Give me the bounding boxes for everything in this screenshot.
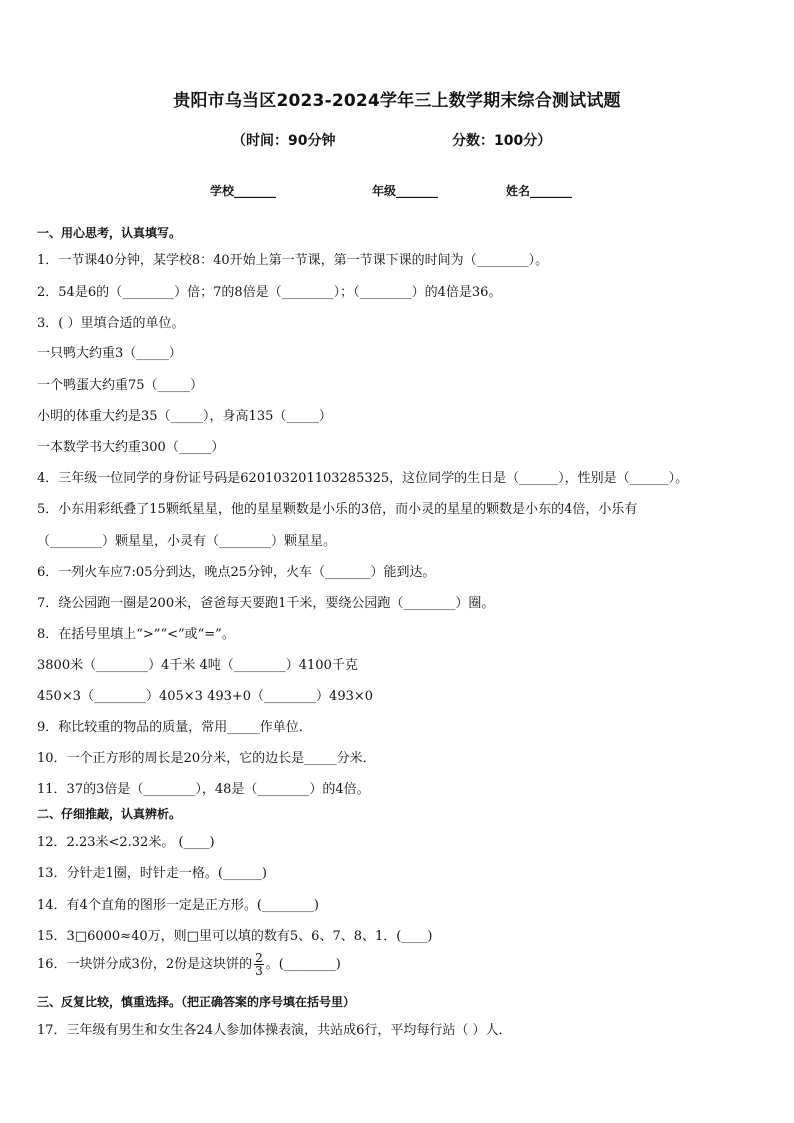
question-3-a: 一只鸭大约重3（_____） bbox=[37, 346, 182, 361]
section-heading-2: 二、仔细推敲，认真辨析。 bbox=[37, 807, 182, 821]
question-14: 14．有4个直角的图形一定是正方形。(________) bbox=[37, 898, 319, 913]
question-8-row-2: 450×3（________）405×3 493+0（________）493×0 bbox=[37, 689, 374, 704]
question-11: 11．37的3倍是（________），48是（________）的4倍。 bbox=[37, 782, 370, 797]
question-5-line-1: 5．小东用彩纸叠了15颗纸星星，他的星星颗数是小乐的3倍，而小灵的星星的颗数是小东的4倍，小乐有 bbox=[37, 502, 638, 517]
section-heading-3: 三、反复比较，慎重选择。（把正确答案的序号填在括号里） bbox=[37, 995, 356, 1009]
question-6: 6．一列火车应7:05分到达，晚点25分钟，火车（_______）能到达。 bbox=[37, 565, 436, 580]
question-5-line-2: （________）颗星星，小灵有（________）颗星星。 bbox=[37, 534, 337, 549]
question-3-d: 一本数学书大约重300（_____） bbox=[37, 440, 225, 455]
question-3-b: 一个鸭蛋大约重75（_____） bbox=[37, 378, 204, 393]
question-8-row-1: 3800米（________）4千米 4吨（________）4100千克 bbox=[37, 658, 358, 673]
school-field: 学校_______ bbox=[210, 184, 277, 198]
question-1: 1．一节课40分钟，某学校8：40开始上第一节课，第一节课下课的时间为（________）。 bbox=[37, 253, 549, 268]
question-17: 17．三年级有男生和女生各24人参加体操表演，共站成6行，平均每行站（ ）人． bbox=[37, 1023, 512, 1038]
question-16-answer: 。(________) bbox=[265, 957, 341, 972]
question-7: 7．绕公园跑一圈是200米，爸爸每天要跑1千米，要绕公园跑（________）圈。 bbox=[37, 596, 495, 611]
exam-score: 分数：100分） bbox=[452, 133, 552, 149]
question-13: 13．分针走1圈，时针走一格。(______) bbox=[37, 866, 267, 881]
question-2: 2．54是6的（________）倍；7的8倍是（________）；（________）的4倍是36。 bbox=[37, 285, 502, 300]
fraction-denominator: 3 bbox=[255, 964, 263, 978]
exam-time: （时间：90分钟 bbox=[232, 133, 336, 149]
question-16-text: 16．一块饼分成3份，2份是这块饼的 bbox=[37, 957, 253, 972]
question-9: 9．称比较重的物品的质量，常用_____作单位． bbox=[37, 720, 312, 735]
question-3: 3．( ）里填合适的单位。 bbox=[37, 316, 185, 331]
question-10: 10．一个正方形的周长是20分米，它的边长是_____分米． bbox=[37, 751, 376, 766]
grade-field: 年级_______ bbox=[372, 184, 439, 198]
name-field: 姓名_______ bbox=[506, 184, 573, 198]
fraction-numerator: 2 bbox=[255, 951, 263, 965]
question-4: 4．三年级一位同学的身份证号码是620103201103285325，这位同学的生日是（______），性别是（______）。 bbox=[37, 471, 689, 486]
question-3-c: 小明的体重大约是35（_____），身高135（_____） bbox=[37, 409, 332, 424]
exam-title: 贵阳市乌当区2023-2024学年三上数学期末综合测试试题 bbox=[173, 91, 621, 111]
question-15: 15．3□6000≈40万，则□里可以填的数有5、6、7、8、1．(____) bbox=[37, 929, 433, 944]
section-heading-1: 一、用心思考，认真填写。 bbox=[37, 226, 182, 240]
question-12: 12．2.23米<2.32米。 (____) bbox=[37, 835, 215, 850]
question-8: 8．在括号里填上“>”“<”或“=”。 bbox=[37, 627, 235, 642]
fraction-two-thirds bbox=[254, 952, 264, 977]
question-16 bbox=[37, 952, 341, 977]
